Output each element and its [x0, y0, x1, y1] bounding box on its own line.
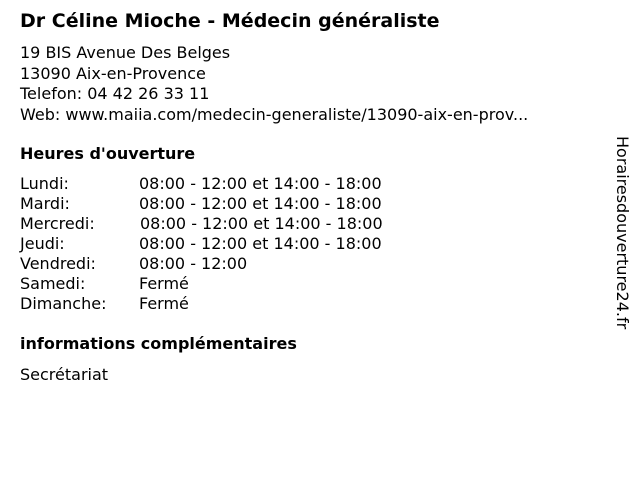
time-value: 08:00 - 12:00 et 14:00 - 18:00	[140, 214, 383, 233]
additional-info-text: Secrétariat	[20, 365, 109, 384]
city-address: 13090 Aix-en-Provence	[20, 63, 206, 83]
day-label: Jeudi:	[20, 234, 65, 253]
time-value: 08:00 - 12:00 et 14:00 - 18:00	[139, 174, 382, 193]
phone-number: Telefon: 04 42 26 33 11	[20, 84, 210, 103]
day-label: Vendredi:	[20, 254, 96, 273]
time-value: Fermé	[139, 274, 189, 293]
contact-block	[20, 43, 528, 125]
day-label: Lundi:	[20, 174, 69, 193]
street-address: 19 BIS Avenue Des Belges	[20, 43, 231, 62]
day-label: Mercredi:	[20, 214, 95, 233]
additional-info-heading: informations complémentaires	[20, 334, 297, 353]
time-value: 08:00 - 12:00	[139, 254, 248, 273]
day-label: Samedi:	[20, 274, 86, 293]
site-watermark: Horairesdouverture24.fr	[613, 136, 632, 330]
time-value: Fermé	[139, 294, 189, 313]
day-label: Dimanche:	[20, 294, 107, 313]
time-value: 08:00 - 12:00 et 14:00 - 18:00	[139, 234, 382, 253]
website-link[interactable]: Web: www.maiia.com/medecin-generaliste/13090-aix-en-prov...	[20, 104, 529, 124]
day-label: Mardi:	[20, 194, 70, 213]
opening-hours-heading: Heures d'ouverture	[20, 144, 196, 163]
time-value: 08:00 - 12:00 et 14:00 - 18:00	[139, 194, 382, 213]
page-title: Dr Céline Mioche - Médecin généraliste	[20, 10, 440, 32]
